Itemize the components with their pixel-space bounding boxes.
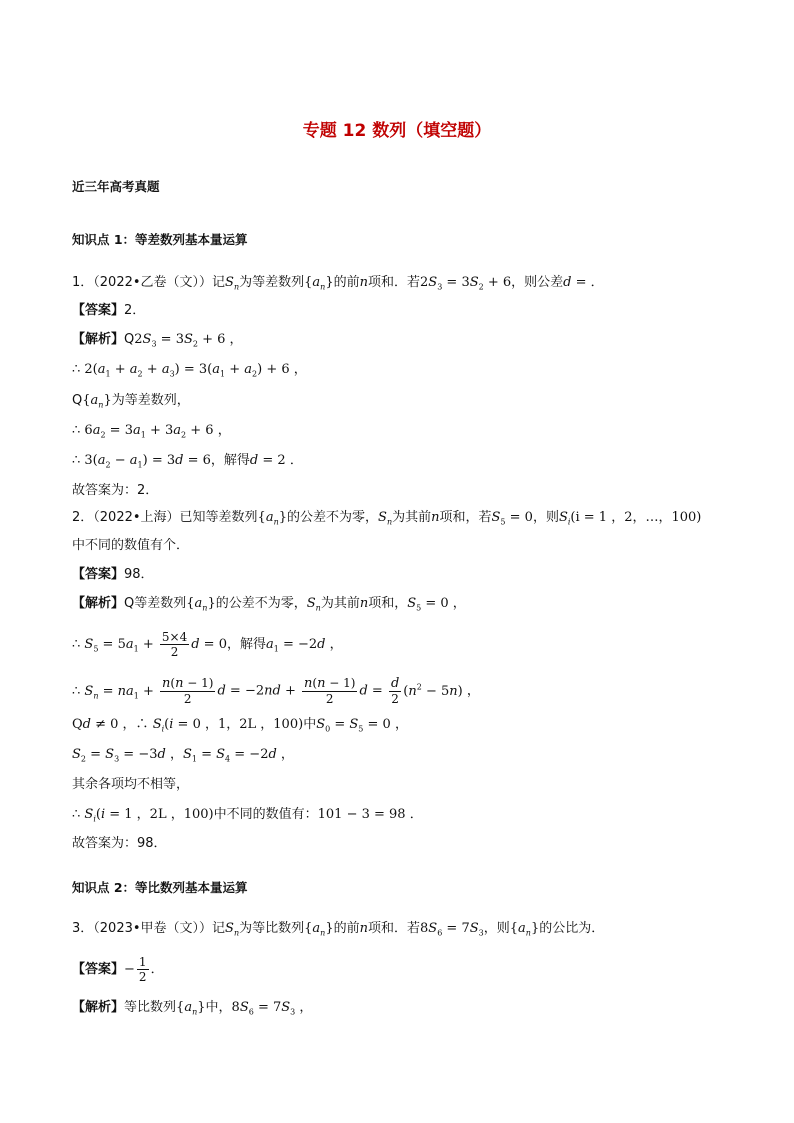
knowledge-point-1: 知识点 1：等差数列基本量运算 [72,232,248,247]
question-3: 3．（2023•甲卷（文））记$S_n$为等比数列$\{a_n\}$的前n项和．若$8S_6 = 7S_3$，则$\{a_n\}$的公比为． [72,921,605,938]
answer-2: 【答案】98． [72,567,154,582]
knowledge-point-2: 知识点 2：等比数列基本量运算 [72,880,248,895]
analysis-1-line-3: $Q\{a_n\}$为等差数列， [72,393,190,410]
answer-1: 【答案】2． [72,303,146,318]
analysis-1-line-5: ∴ $3(a_2 - a_1) = 3d = 6$，解得d = 2 ． [72,453,303,470]
analysis-3-line-1: 【解析】等比数列$\{a_n\}$中，$8S_6 = 7S_3$ ， [72,1000,313,1017]
analysis-1-line-2: ∴ $2(a_1 + a_2 + a_3) = 3(a_1 + a_2) + 6$ ， [72,362,307,379]
final-answer-1: 故答案为：2． [72,483,159,498]
question-2: 2．（2022•上海）已知等差数列$\{a_n\}$的公差不为零，$S_n$为其前n项和，若$S_5 = 0$，则$S_i(i = 1$ ，2，…，100) [72,510,702,527]
analysis-2-line-2: ∴ $S_5 = 5a_1$ + $\frac{5\times 4}{2}$ d = 0，解得$a_1 = -2d$ ， [72,630,343,659]
analysis-2-line-5: $S_2 = S_3 = -3d$ ，$S_1 = S_4 = -2d$ ， [72,747,294,764]
analysis-2-line-1: 【解析】Q等差数列$\{a_n\}$的公差不为零，$S_n$为其前n项和，$S_5 = 0$ ， [72,596,466,613]
final-answer-2: 故答案为：98． [72,836,167,851]
analysis-2-line-7: ∴ $S_i(i = 1$ ，2L ，100)中不同的数值有：101 − 3 = 98 ． [72,807,423,824]
analysis-1-line-1: 【解析】$Q2S_3 = 3S_2 + 6$ ， [72,332,243,349]
question-1: 1．（2022•乙卷（文））记$S_n$为等差数列$\{a_n\}$的前n项和．若$2S_3 = 3S_2 + 6$，则公差d = ． [72,275,604,292]
analysis-2-line-3: ∴ $S_n = na_1$ + $\frac{n(n - 1)}{2}$ d = −2nd + $\frac{n(n - 1)}{2}$ d = $\frac{d}{2}$ $(n^2 - 5n)$ ， [72,676,480,706]
question-2-cont: 中不同的数值有个． [72,538,190,553]
analysis-1-line-4: ∴ $6a_2 = 3a_1 + 3a_2 + 6$ ， [72,423,231,440]
section-heading: 近三年高考真题 [72,179,160,194]
page-title: 专题 12 数列（填空题） [302,121,492,141]
analysis-2-line-6: 其余各项均不相等， [72,777,190,792]
answer-3: 【答案】− $\frac{1}{2}$ ． [72,955,164,984]
analysis-2-line-4: Qd ≠ 0 ，∴ $S_i(i = 0$ ，1，2L ，100)中$S_0 = S_5 = 0$ ， [72,717,408,734]
